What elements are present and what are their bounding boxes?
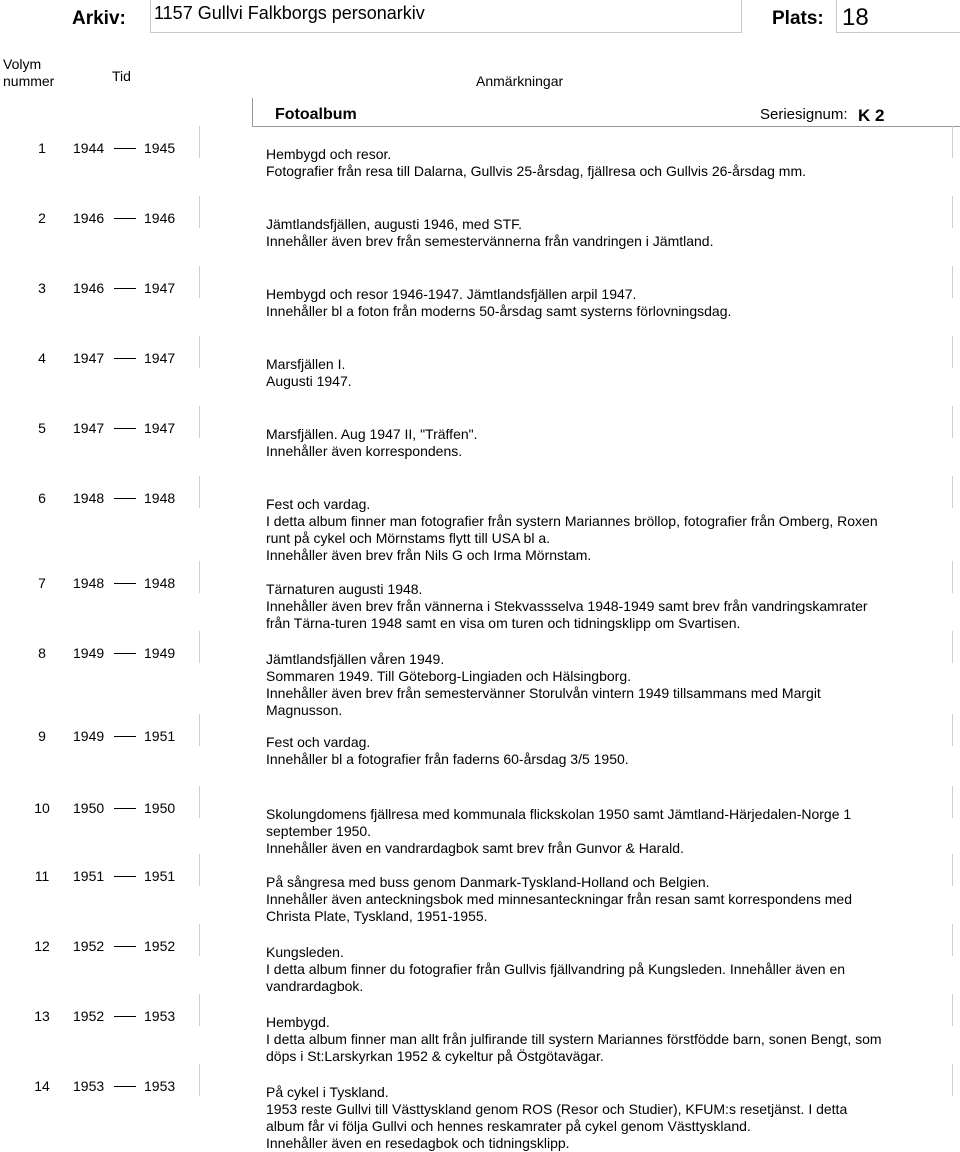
arkiv-value: 1157 Gullvi Falkborgs personarkiv: [154, 3, 425, 23]
row-divider-left: [199, 196, 200, 228]
year-range-dash: [114, 428, 136, 429]
year-from: 1948: [73, 575, 105, 591]
row-divider-left: [199, 924, 200, 956]
description-line: Augusti 1947.: [266, 373, 352, 389]
year-range-dash: [114, 653, 136, 654]
year-to: 1952: [144, 938, 176, 954]
volume-number: 3: [38, 280, 46, 296]
volume-description: [266, 1084, 956, 1152]
year-to: 1949: [144, 645, 176, 661]
row-divider-right: [952, 631, 953, 663]
description-line: album får vi följa Gullvi och hennes reskamrater på cykel genom Västtyskland.: [266, 1118, 751, 1134]
description-line: Innehåller även brev från vännerna i Stekvassselva 1948-1949 samt brev från vandringskamrater: [266, 598, 868, 614]
row-divider-right: [952, 406, 953, 438]
description-line: På sångresa med buss genom Danmark-Tyskland-Holland och Belgien.: [266, 874, 710, 890]
volume-description: [266, 874, 956, 925]
volume-number: 11: [34, 868, 50, 884]
description-line: Innehåller även anteckningsbok med minnesanteckningar från resan samt korrespondens med: [266, 891, 853, 907]
row-divider-left: [199, 476, 200, 508]
year-to: 1948: [144, 490, 176, 506]
description-line: Innehåller bl a fotografier från faderns 60-årsdag 3/5 1950.: [266, 751, 629, 767]
row-divider-left: [199, 994, 200, 1026]
year-range-dash: [114, 498, 136, 499]
year-to: 1945: [144, 140, 176, 156]
row-divider-left: [199, 786, 200, 818]
year-to: 1947: [144, 420, 176, 436]
description-line: I detta album finner du fotografier från Gullvis fjällvandring på Kungsleden. Innehåller även en: [266, 961, 846, 977]
volume-number: 8: [38, 645, 46, 661]
description-line: Kungsleden.: [266, 944, 344, 960]
year-from: 1949: [73, 645, 105, 661]
description-line: Jämtlandsfjällen våren 1949.: [266, 651, 445, 667]
description-line: Innehåller även korrespondens.: [266, 443, 463, 459]
year-from: 1947: [73, 350, 105, 366]
year-range-dash: [114, 583, 136, 584]
volume-number: 2: [38, 210, 46, 226]
year-from: 1952: [73, 1008, 105, 1024]
row-divider-right: [952, 336, 953, 368]
column-header-volym-line2: nummer: [3, 73, 55, 89]
year-to: 1947: [144, 280, 176, 296]
year-to: 1948: [144, 575, 176, 591]
volume-description: [266, 356, 956, 390]
description-line: På cykel i Tyskland.: [266, 1084, 389, 1100]
year-from: 1948: [73, 490, 105, 506]
column-header-tid: Tid: [112, 68, 131, 84]
series-signum-value: K 2: [858, 106, 885, 125]
volume-description: [266, 734, 956, 768]
volume-number: 4: [38, 350, 46, 366]
year-range-dash: [114, 288, 136, 289]
description-line: Sommaren 1949. Till Göteborg-Lingiaden och Hälsingborg.: [266, 668, 631, 684]
year-from: 1944: [73, 140, 105, 156]
year-range-dash: [114, 148, 136, 149]
description-line: Marsfjällen. Aug 1947 II, "Träffen".: [266, 426, 478, 442]
volume-description: [266, 806, 956, 857]
year-range-dash: [114, 218, 136, 219]
description-line: september 1950.: [266, 823, 372, 839]
year-from: 1946: [73, 210, 105, 226]
volume-number: 10: [34, 800, 50, 816]
series-signum-label: Seriesignum:: [760, 106, 848, 123]
column-header-volym: [3, 56, 54, 90]
volume-description: [266, 216, 956, 250]
year-range-dash: [114, 1016, 136, 1017]
volume-description: [266, 1014, 956, 1065]
column-header-volym-line1: Volym: [3, 56, 42, 72]
description-line: Fotografier från resa till Dalarna, Gullvis 25-årsdag, fjällresa och Gullvis 26-årsdag mm.: [266, 163, 806, 179]
year-to: 1946: [144, 210, 176, 226]
year-from: 1950: [73, 800, 105, 816]
description-line: Innehåller även brev från semestervännerna från vandringen i Jämtland.: [266, 233, 714, 249]
row-divider-right: [952, 266, 953, 298]
volume-number: 14: [34, 1078, 50, 1094]
volume-number: 7: [38, 575, 46, 591]
description-line: döps i St:Larskyrkan 1952 & cykeltur på Östgötavägar.: [266, 1048, 604, 1064]
description-line: från Tärna-turen 1948 samt en visa om turen och tidningsklipp om Svartisen.: [266, 615, 741, 631]
description-line: Marsfjällen I.: [266, 356, 346, 372]
volume-description: [266, 146, 956, 180]
row-divider-right: [952, 854, 953, 886]
description-line: Hembygd.: [266, 1014, 330, 1030]
row-divider-left: [199, 854, 200, 886]
row-divider-right: [952, 786, 953, 818]
volume-description: [266, 286, 956, 320]
year-from: 1946: [73, 280, 105, 296]
plats-label: Plats:: [772, 8, 824, 29]
description-line: I detta album finner man allt från julfirande till systern Mariannes förstfödde barn, sonen Bengt, som: [266, 1031, 882, 1047]
column-header-anmarkningar: Anmärkningar: [476, 73, 564, 89]
description-line: Hembygd och resor.: [266, 146, 392, 162]
description-line: Innehåller även brev från Nils G och Irma Mörnstam.: [266, 547, 592, 563]
row-divider-right: [952, 714, 953, 746]
series-header-box: [252, 98, 960, 127]
row-divider-right: [952, 994, 953, 1026]
description-line: runt på cykel och Mörnstams flytt till USA bl a.: [266, 530, 550, 546]
description-line: Christa Plate, Tyskland, 1951-1955.: [266, 908, 488, 924]
year-to: 1951: [144, 868, 176, 884]
volume-number: 12: [34, 938, 50, 954]
arkiv-label: Arkiv:: [72, 8, 126, 29]
year-from: 1953: [73, 1078, 105, 1094]
row-divider-left: [199, 561, 200, 593]
description-line: Tärnaturen augusti 1948.: [266, 581, 423, 597]
volume-number: 6: [38, 490, 46, 506]
row-divider-left: [199, 406, 200, 438]
volume-description: [266, 944, 956, 995]
row-divider-right: [952, 126, 953, 158]
year-range-dash: [114, 876, 136, 877]
year-to: 1950: [144, 800, 176, 816]
volume-number: 5: [38, 420, 46, 436]
row-divider-right: [952, 561, 953, 593]
volume-description: [266, 426, 956, 460]
year-to: 1947: [144, 350, 176, 366]
row-divider-right: [952, 1064, 953, 1096]
year-range-dash: [114, 358, 136, 359]
description-line: Innehåller även brev från semestervänner Storulvån vintern 1949 tillsammans med Margit: [266, 685, 821, 701]
description-line: Skolungdomens fjällresa med kommunala flickskolan 1950 samt Jämtland-Härjedalen-Norge 1: [266, 806, 852, 822]
year-range-dash: [114, 736, 136, 737]
volume-description: [266, 581, 956, 632]
row-divider-left: [199, 336, 200, 368]
volume-number: 1: [38, 140, 46, 156]
description-line: Fest och vardag.: [266, 734, 371, 750]
row-divider-left: [199, 266, 200, 298]
description-line: I detta album finner man fotografier från systern Mariannes bröllop, fotografier från Omberg, Roxen: [266, 513, 878, 529]
volume-number: 13: [34, 1008, 50, 1024]
series-title: Fotoalbum: [275, 106, 357, 123]
description-line: Innehåller bl a foton från moderns 50-årsdag samt systerns förlovningsdag.: [266, 303, 732, 319]
year-range-dash: [114, 946, 136, 947]
description-line: Innehåller även en vandrardagbok samt brev från Gunvor & Harald.: [266, 840, 684, 856]
year-to: 1953: [144, 1008, 176, 1024]
year-from: 1951: [73, 868, 105, 884]
volume-description: [266, 496, 956, 564]
row-divider-left: [199, 714, 200, 746]
volume-number: 9: [38, 728, 46, 744]
row-divider-right: [952, 196, 953, 228]
description-line: Jämtlandsfjällen, augusti 1946, med STF.: [266, 216, 523, 232]
description-line: 1953 reste Gullvi till Västtyskland genom ROS (Resor och Studier), KFUM:s resetjänst. I detta: [266, 1101, 848, 1117]
row-divider-left: [199, 1064, 200, 1096]
row-divider-left: [199, 631, 200, 663]
year-range-dash: [114, 808, 136, 809]
volume-description: [266, 651, 956, 719]
description-line: Innehåller även en resedagbok och tidningsklipp.: [266, 1135, 570, 1151]
year-to: 1953: [144, 1078, 176, 1094]
year-range-dash: [114, 1086, 136, 1087]
year-to: 1951: [144, 728, 176, 744]
year-from: 1952: [73, 938, 105, 954]
description-line: vandrardagbok.: [266, 978, 364, 994]
description-line: Magnusson.: [266, 702, 343, 718]
description-line: Fest och vardag.: [266, 496, 371, 512]
row-divider-right: [952, 476, 953, 508]
description-line: Hembygd och resor 1946-1947. Jämtlandsfjällen arpil 1947.: [266, 286, 637, 302]
year-from: 1947: [73, 420, 105, 436]
row-divider-left: [199, 126, 200, 158]
year-from: 1949: [73, 728, 105, 744]
plats-value: 18: [842, 4, 869, 31]
row-divider-right: [952, 924, 953, 956]
